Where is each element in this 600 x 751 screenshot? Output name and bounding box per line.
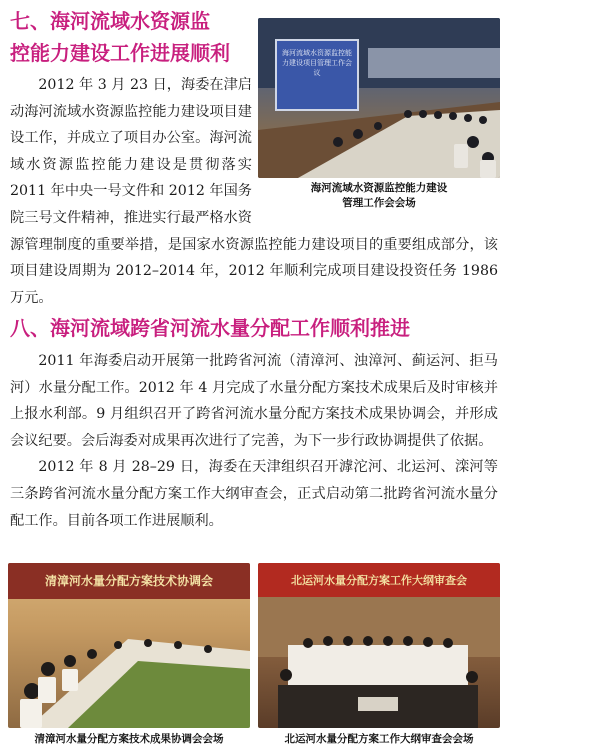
banner-qingzhang: 清漳河水量分配方案技术协调会 — [44, 574, 213, 588]
section7-paragraph-container — [10, 72, 498, 311]
section7-paragraph: 2012 年 3 月 23 日，海委在津启动海河流域水资源监控能力建设项目建设工作，并成立了项目办公室。海河流域水资源监控能力建设是贯彻落实 2011 年中央一号文件和 2012 年国务院三号文件精神，推进实行最严格水资源管理制度的重要举措，是国家水资源监控能力建设项目的重要组成部分，该项目建设周期为 2012–2014 年，2012 年顺利完成项目建设投资任务 1986 万元。 — [10, 77, 498, 306]
section7-heading-line1: 七、海河流域水资源监 — [10, 9, 210, 33]
photo-beiyun-meeting — [258, 563, 500, 728]
meeting-screen-text: 海河流域水资源监控能力建设项目管理工作会议 — [282, 49, 352, 77]
banner-beiyun: 北运河水量分配方案工作大纲审查会 — [291, 574, 467, 587]
section8-heading: 八、海河流域跨省河流水量分配工作顺利推进 — [10, 316, 410, 340]
photo-qingzhang-meeting — [8, 563, 250, 728]
photo-top-caption-line1: 海河流域水资源监控能力建设 — [310, 182, 448, 194]
photo-bottom-right-caption: 北运河水量分配方案工作大纲审查会会场 — [284, 733, 474, 745]
meeting-table-illustration-right — [258, 597, 500, 728]
section8-paragraph1: 2011 年海委启动开展第一批跨省河流（清漳河、浊漳河、蓟运河、拒马河）水量分配工作。2012 年 4 月完成了水量分配方案技术成果后及时审核并上报水利部。9 月组织召开了跨省河流水量分配方案技术成果协调会，并形成会议纪要。会后海委对成果再次进行了完善，为下一步行政协调提供了依据。 — [10, 353, 498, 449]
photo-float-spacer — [252, 72, 498, 222]
section7-heading-line2: 控能力建设工作进展顺利 — [10, 41, 230, 65]
photo-top-caption-line2: 管理工作会会场 — [342, 197, 416, 209]
section8-paragraphs — [10, 348, 498, 534]
section8-paragraph2: 2012 年 8 月 28–29 日，海委在天津组织召开滹沱河、北运河、滦河等三条跨省河流水量分配方案工作大纲审查会，正式启动第二批跨省河流水量分配工作。目前各项工作进展顺利。 — [10, 459, 498, 529]
meeting-table-illustration-left — [8, 599, 250, 728]
photo-bottom-left-caption: 清漳河水量分配方案技术成果协调会会场 — [34, 733, 224, 745]
